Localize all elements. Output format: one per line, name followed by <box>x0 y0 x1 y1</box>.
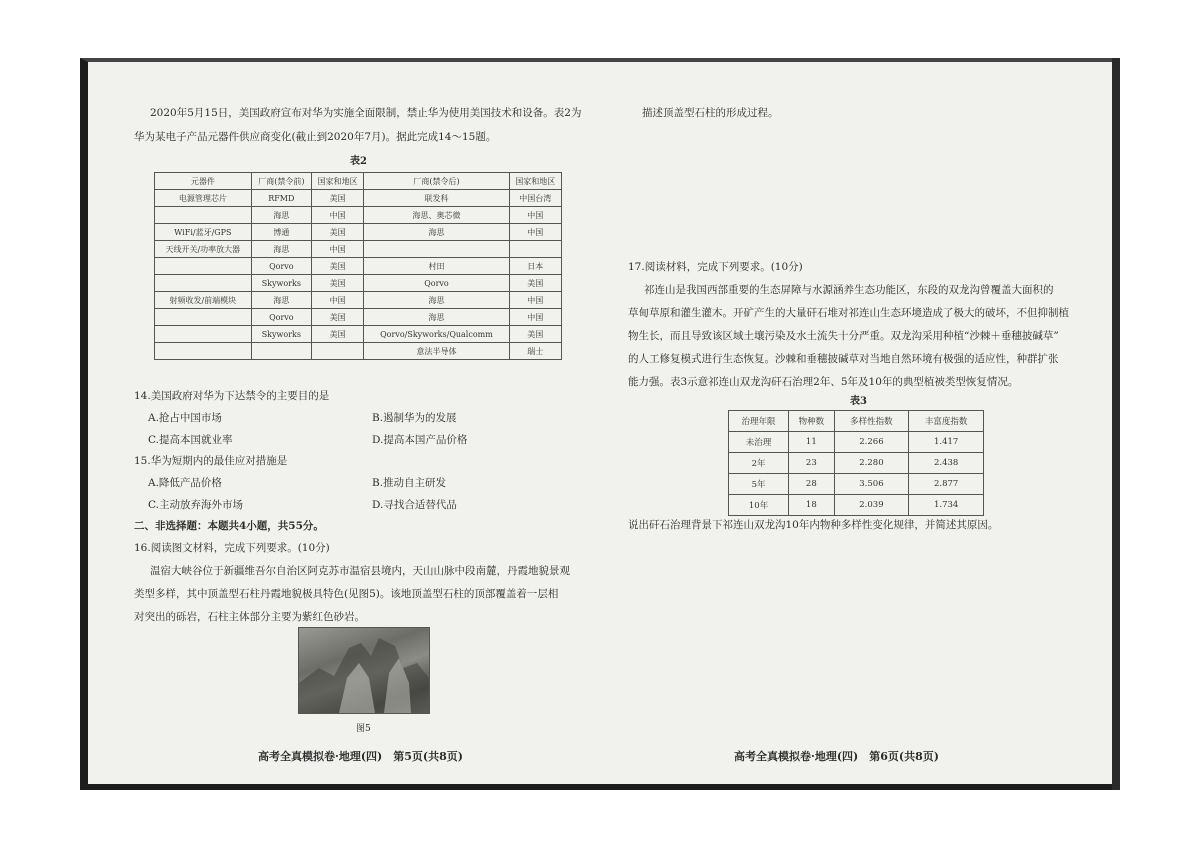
table2-cell: 美国 <box>312 224 364 241</box>
table2-cell <box>364 241 509 258</box>
q17-task: 说出矸石治理背景下祁连山双龙沟10年内物种多样性变化规律，并简述其原因。 <box>628 519 999 531</box>
table-2 <box>154 172 562 360</box>
table2-row <box>155 207 562 224</box>
q15-option-b: B.推动自主研发 <box>372 477 447 489</box>
table2-cell: 海思 <box>364 309 509 326</box>
table2-cell <box>155 207 252 224</box>
table2-cell: Qorvo <box>251 258 311 275</box>
q14-stem: 14.美国政府对华为下达禁令的主要目的是 <box>134 390 330 402</box>
table2-cell: 美国 <box>509 275 561 292</box>
q17-stem: 17.阅读材料，完成下列要求。(10分) <box>628 261 803 273</box>
left-page-footer: 高考全真模拟卷·地理(四) 第5页(共8页) <box>258 750 463 763</box>
table2-cell: RFMD <box>251 190 311 207</box>
table2-header-cell: 国家和地区 <box>312 173 364 190</box>
table3-header-cell: 物种数 <box>789 411 835 432</box>
table2-cell: 海思 <box>251 207 311 224</box>
q17-line-4: 的人工修复模式进行生态恢复。沙棘和垂穗披碱草对当地自然环境有极强的适应性，种群扩张 <box>628 353 1059 365</box>
table3-row <box>729 474 984 495</box>
table3-cell: 2.266 <box>834 432 909 453</box>
table2-cell: Qorvo/Skyworks/Qualcomm <box>364 326 509 343</box>
table2-row <box>155 275 562 292</box>
table2-cell: 海思、奥芯微 <box>364 207 509 224</box>
table3-cell: 10年 <box>729 495 789 516</box>
table3-cell: 28 <box>789 474 835 495</box>
intro-line-1: 2020年5月15日，美国政府宣布对华为实施全面限制，禁止华为使用美国技术和设备。表2为 <box>150 107 582 119</box>
table2-cell: 海思 <box>251 241 311 258</box>
q17-line-3: 物生长，而且导致该区域土壤污染及水土流失十分严重。双龙沟采用种植“沙棘＋垂穗披碱草” <box>628 330 1059 342</box>
q14-option-a: A.抢占中国市场 <box>148 412 222 424</box>
table3-row <box>729 432 984 453</box>
q15-option-d: D.寻找合适替代品 <box>372 499 457 511</box>
table2-cell <box>509 241 561 258</box>
scanned-exam-sheet <box>80 58 1120 790</box>
rock-pillar-illustration <box>299 628 429 713</box>
table2-cell: 中国台湾 <box>509 190 561 207</box>
table3-cell: 2.438 <box>909 453 984 474</box>
table3-cell: 11 <box>789 432 835 453</box>
q16-stem: 16.阅读图文材料，完成下列要求。(10分) <box>134 542 330 554</box>
table2-cell: Qorvo <box>364 275 509 292</box>
q14-option-d: D.提高本国产品价格 <box>372 434 468 446</box>
table2-cell: 海思 <box>364 224 509 241</box>
table2-cell: 美国 <box>312 309 364 326</box>
table2-cell: 中国 <box>312 292 364 309</box>
table3-cell: 未治理 <box>729 432 789 453</box>
q16-task: 描述顶盖型石柱的形成过程。 <box>642 107 779 119</box>
table3-caption: 表3 <box>850 396 867 407</box>
right-page <box>618 62 1118 784</box>
q16-paragraph-1: 温宿大峡谷位于新疆维吾尔自治区阿克苏市温宿县境内，天山山脉中段南麓，丹霞地貌景观 <box>150 565 570 577</box>
figure-5-rock-pillar-photo <box>298 627 430 714</box>
table2-header-cell: 厂商(禁令前) <box>251 173 311 190</box>
figure-5-caption: 图5 <box>356 724 371 734</box>
table2-cell: 中国 <box>509 309 561 326</box>
table2-row <box>155 190 562 207</box>
table3-row <box>729 495 984 516</box>
table3-cell: 1.417 <box>909 432 984 453</box>
table3-header-cell: 丰富度指数 <box>909 411 984 432</box>
table3-header-cell: 多样性指数 <box>834 411 909 432</box>
q15-option-c: C.主动放弃海外市场 <box>148 499 243 511</box>
table2-cell: 天线开关/功率放大器 <box>155 241 252 258</box>
table2-cell: 射频收发/前端模块 <box>155 292 252 309</box>
table3-header-cell: 治理年限 <box>729 411 789 432</box>
table3-cell: 1.734 <box>909 495 984 516</box>
table2-cell <box>155 309 252 326</box>
q16-paragraph-2: 类型多样，其中顶盖型石柱丹霞地貌极具特色(见图5)。该地顶盖型石柱的顶部覆盖着一层相 <box>134 588 559 600</box>
table2-cell: 中国 <box>509 224 561 241</box>
table2-cell: Qorvo <box>251 309 311 326</box>
left-page <box>88 62 608 784</box>
table2-cell: 电源管理芯片 <box>155 190 252 207</box>
table2-header-cell: 厂商(禁令后) <box>364 173 509 190</box>
table2-cell <box>312 343 364 360</box>
table3-cell: 18 <box>789 495 835 516</box>
table2-cell: 海思 <box>251 292 311 309</box>
q15-option-a: A.降低产品价格 <box>148 477 222 489</box>
table2-header-cell: 国家和地区 <box>509 173 561 190</box>
table2-cell: 美国 <box>312 190 364 207</box>
intro-line-2: 华为某电子产品元器件供应商变化(截止到2020年7月)。据此完成14～15题。 <box>134 131 497 143</box>
right-page-footer: 高考全真模拟卷·地理(四) 第6页(共8页) <box>734 750 939 763</box>
table2-row <box>155 309 562 326</box>
table3-cell: 2年 <box>729 453 789 474</box>
table2-cell <box>251 343 311 360</box>
table2-row <box>155 326 562 343</box>
table2-cell: 中国 <box>509 207 561 224</box>
table3-cell: 3.506 <box>834 474 909 495</box>
table2-cell: 中国 <box>312 241 364 258</box>
table2-cell: 日本 <box>509 258 561 275</box>
table2-cell: 中国 <box>509 292 561 309</box>
table2-row <box>155 292 562 309</box>
table2-row <box>155 241 562 258</box>
table2-cell: 美国 <box>312 258 364 275</box>
table3-row <box>729 453 984 474</box>
q16-paragraph-3: 对突出的砾岩，石柱主体部分主要为紫红色砂岩。 <box>134 611 365 623</box>
q15-stem: 15.华为短期内的最佳应对措施是 <box>134 455 288 467</box>
table3-cell: 2.280 <box>834 453 909 474</box>
table3-cell: 23 <box>789 453 835 474</box>
table2-cell: Skyworks <box>251 275 311 292</box>
table2-row <box>155 343 562 360</box>
q17-line-5: 能力强。表3示意祁连山双龙沟矸石治理2年、5年及10年的典型植被类型恢复情况。 <box>628 376 1019 388</box>
q14-option-c: C.提高本国就业率 <box>148 434 233 446</box>
table3-cell: 5年 <box>729 474 789 495</box>
q17-line-2: 草甸草原和灌生灌木。开矿产生的大量矸石堆对祁连山生态环境造成了极大的破坏，不但抑制植 <box>628 307 1069 319</box>
table2-cell: 中国 <box>312 207 364 224</box>
table-3 <box>728 410 984 516</box>
q14-option-b: B.遏制华为的发展 <box>372 412 457 424</box>
table2-cell <box>155 326 252 343</box>
table2-cell: 美国 <box>312 326 364 343</box>
table2-row <box>155 224 562 241</box>
table2-cell: 瑞士 <box>509 343 561 360</box>
table2-row <box>155 258 562 275</box>
table2-header-cell: 元器件 <box>155 173 252 190</box>
table2-cell: 村田 <box>364 258 509 275</box>
table2-cell: 博通 <box>251 224 311 241</box>
section-2-heading: 二、非选择题：本题共4小题，共55分。 <box>134 520 324 532</box>
table2-cell: 联发科 <box>364 190 509 207</box>
q17-line-1: 祁连山是我国西部重要的生态屏障与水源涵养生态功能区，东段的双龙沟曾覆盖大面积的 <box>644 284 1054 296</box>
table2-cell <box>155 258 252 275</box>
table2-cell: WiFi/蓝牙/GPS <box>155 224 252 241</box>
table3-cell: 2.039 <box>834 495 909 516</box>
table2-cell: Skyworks <box>251 326 311 343</box>
table2-cell: 美国 <box>312 275 364 292</box>
table2-cell <box>155 275 252 292</box>
table2-caption: 表2 <box>350 156 367 167</box>
scan-right-edge <box>1112 58 1120 790</box>
table2-cell: 意法半导体 <box>364 343 509 360</box>
table2-cell <box>155 343 252 360</box>
table2-cell: 美国 <box>509 326 561 343</box>
table3-cell: 2.877 <box>909 474 984 495</box>
table2-cell: 海思 <box>364 292 509 309</box>
